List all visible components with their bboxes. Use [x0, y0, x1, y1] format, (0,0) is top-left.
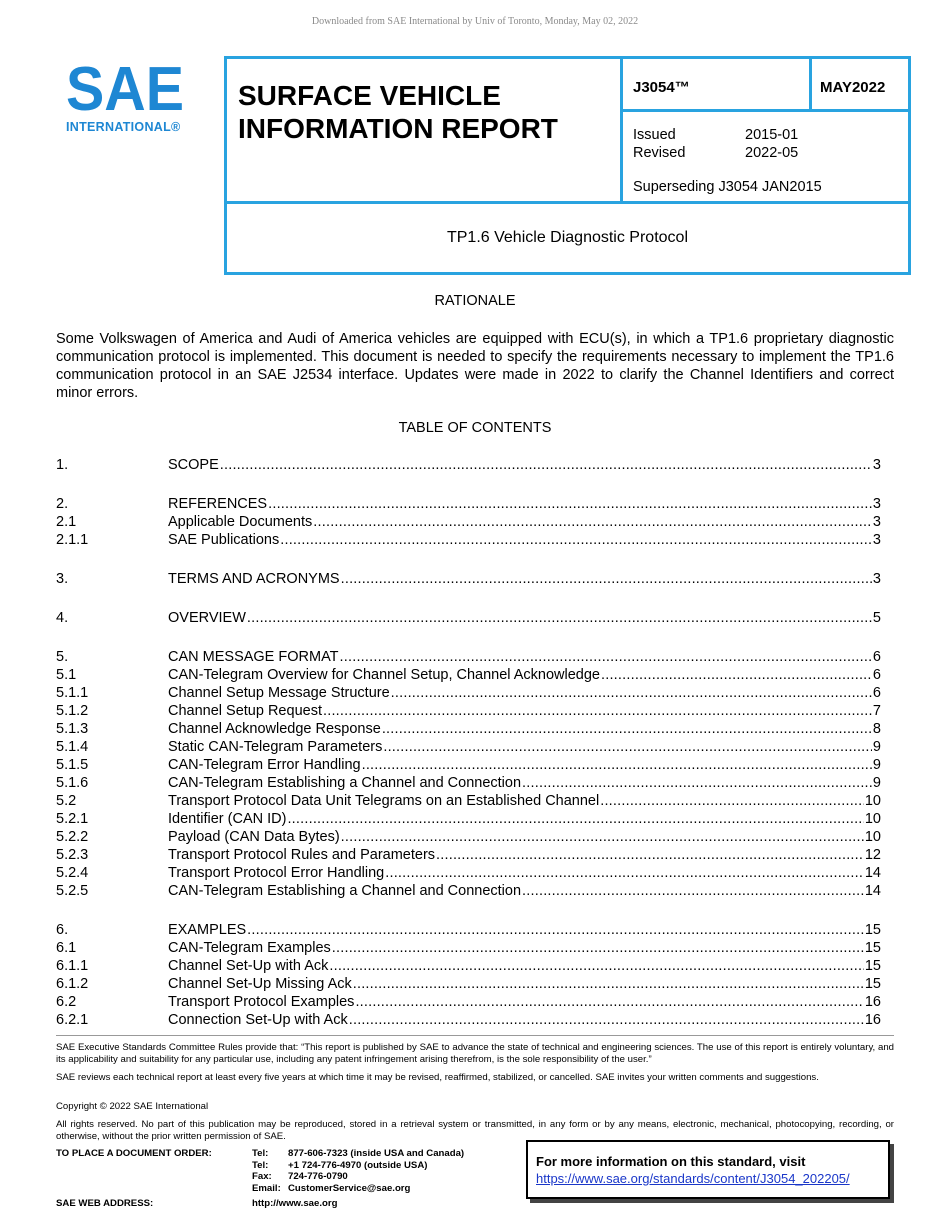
more-info-link[interactable]: https://www.sae.org/standards/content/J3054_202205/ [536, 1171, 850, 1186]
toc-entry-page: 3 [872, 514, 881, 530]
toc-entry-line [168, 993, 881, 1011]
toc-entry-number: 5.1 [56, 667, 77, 683]
toc-dot-leader [287, 810, 863, 828]
toc-entry-line [168, 738, 881, 756]
toc-entry[interactable] [56, 975, 881, 993]
toc-dot-leader [391, 684, 872, 702]
toc-entry-line [168, 1011, 881, 1029]
doc-date: MAY2022 [820, 79, 886, 96]
issued-row [633, 127, 799, 143]
toc-entry-number: 5.1.6 [56, 775, 89, 791]
toc-entry-number: 5.1.1 [56, 685, 89, 701]
toc-entry-page: 15 [864, 958, 881, 974]
toc-entry-line [168, 756, 881, 774]
toc-entry-number: 6.1.2 [56, 976, 89, 992]
toc-entry-page: 15 [864, 922, 881, 938]
doc-date-cell [812, 59, 908, 112]
rationale-heading: RATIONALE [434, 293, 516, 309]
toc-dot-leader [382, 720, 872, 738]
toc-entry-line [168, 774, 881, 792]
toc-entry-title: Transport Protocol Error Handling [168, 865, 385, 881]
toc-entry-title: Transport Protocol Rules and Parameters [168, 847, 436, 863]
email-label: Email: [252, 1182, 281, 1194]
toc-entry-line [168, 648, 881, 666]
toc-entry-line [168, 882, 881, 900]
toc-entry-number: 6.1 [56, 940, 77, 956]
toc-entry-title: Channel Acknowledge Response [168, 721, 381, 737]
toc-entry[interactable] [56, 957, 881, 975]
toc-entry-title: REFERENCES [168, 496, 268, 512]
sae-logo [66, 58, 196, 138]
toc-dot-leader [332, 939, 864, 957]
toc-entry-title: Identifier (CAN ID) [168, 811, 287, 827]
issue-info-cell [623, 112, 908, 204]
toc-entry-title: Transport Protocol Data Unit Telegrams on an Established Channel [168, 793, 600, 809]
more-info-box [526, 1140, 890, 1199]
toc-entry-page: 7 [872, 703, 881, 719]
toc-dot-leader [247, 609, 872, 627]
toc-entry-title: Applicable Documents [168, 514, 313, 530]
toc-entry[interactable] [56, 756, 881, 774]
toc-entry-line [168, 921, 881, 939]
order-label: TO PLACE A DOCUMENT ORDER: [56, 1148, 212, 1159]
toc-dot-leader [522, 882, 864, 900]
toc-dot-leader [436, 846, 864, 864]
toc-entry-page: 10 [864, 793, 881, 809]
header-box [224, 56, 911, 275]
tel-value: +1 724-776-4970 (outside USA) [288, 1159, 428, 1171]
toc-entry[interactable] [56, 609, 881, 627]
toc-entry-line [168, 666, 881, 684]
review-text: SAE reviews each technical report at least every five years at which time it may be revised, reaffirmed, stabilized, or cancelled. SAE invites your written comments and suggestions. [56, 1072, 819, 1083]
toc-entry-title: SCOPE [168, 457, 219, 473]
toc-entry-title: CAN-Telegram Overview for Channel Setup, Channel Acknowledge [168, 667, 600, 683]
toc-dot-leader [341, 570, 872, 588]
email-link[interactable]: CustomerService@sae.org [288, 1182, 411, 1194]
fax-label: Fax: [252, 1171, 272, 1182]
doc-number: J3054™ [633, 79, 690, 96]
toc-dot-leader [601, 666, 872, 684]
toc-entry-title: Channel Setup Request [168, 703, 322, 719]
toc-entry-title: Channel Setup Message Structure [168, 685, 390, 701]
toc-entry-title: Static CAN-Telegram Parameters [168, 739, 383, 755]
toc-entry-title: Channel Set-Up Missing Ack [168, 976, 352, 992]
toc-dot-leader [329, 957, 863, 975]
title-line-1: SURFACE VEHICLE [238, 80, 501, 111]
toc-dot-leader [349, 1011, 864, 1029]
revised-row [633, 145, 799, 161]
toc-entry-line [168, 684, 881, 702]
toc-entry-page: 16 [864, 994, 881, 1010]
toc-entry-line [168, 864, 881, 882]
toc-entry[interactable] [56, 648, 881, 666]
toc-entry-number: 5.2 [56, 793, 77, 809]
toc-entry-line [168, 531, 881, 549]
toc-dot-leader [353, 975, 864, 993]
toc-entry-number: 5.1.5 [56, 757, 89, 773]
toc-entry-page: 6 [872, 649, 881, 665]
toc-dot-leader [313, 513, 872, 531]
toc-entry-line [168, 609, 881, 627]
toc-entry-title: CAN-Telegram Error Handling [168, 757, 361, 773]
toc-dot-leader [280, 531, 872, 549]
toc-entry-page: 3 [872, 457, 881, 473]
toc-entry-page: 10 [864, 811, 881, 827]
toc-entry-number: 6.1.1 [56, 958, 89, 974]
toc-entry[interactable] [56, 738, 881, 756]
toc-dot-leader [268, 495, 872, 513]
toc-dot-leader [247, 921, 864, 939]
toc-dot-leader [220, 456, 872, 474]
toc-dot-leader [600, 792, 864, 810]
toc-entry[interactable] [56, 864, 881, 882]
tel-label: Tel: [252, 1148, 269, 1159]
toc-entry[interactable] [56, 495, 881, 513]
committee-rules-text: SAE Executive Standards Committee Rules provide that: “This report is published by SAE to advance the state of technical and engineering sciences. The use of this report is entirely voluntary, and its applicability and suitability for any particular use, including any patent infringement arising therefrom, is the sole responsibility of the user.” [56, 1042, 894, 1065]
toc-heading: TABLE OF CONTENTS [398, 420, 552, 436]
toc-entry-page: 6 [872, 667, 881, 683]
sae-logo-icon [66, 58, 186, 116]
toc-entry-number: 6. [56, 922, 69, 938]
toc-entry-page: 8 [872, 721, 881, 737]
toc-entry-number: 5.1.2 [56, 703, 89, 719]
toc-entry[interactable] [56, 531, 881, 549]
toc-entry-title: OVERVIEW [168, 610, 246, 626]
toc-entry-number: 2.1 [56, 514, 77, 530]
toc-entry[interactable] [56, 774, 881, 792]
toc-entry[interactable] [56, 828, 881, 846]
toc-entry[interactable] [56, 921, 881, 939]
toc-entry-line [168, 828, 881, 846]
toc-entry-title: Channel Set-Up with Ack [168, 958, 329, 974]
more-info-title: For more information on this standard, visit [536, 1154, 806, 1169]
toc-entry-title: CAN-Telegram Examples [168, 940, 331, 956]
toc-dot-leader [341, 828, 864, 846]
download-note: Downloaded from SAE International by Univ of Toronto, Monday, May 02, 2022 [311, 16, 639, 27]
toc-entry[interactable] [56, 993, 881, 1011]
toc-entry[interactable] [56, 684, 881, 702]
footer-divider [56, 1035, 894, 1036]
issued-value: 2015-01 [745, 127, 799, 143]
toc-dot-leader [323, 702, 872, 720]
toc-entry-page: 6 [872, 685, 881, 701]
toc-entry-line [168, 513, 881, 531]
toc-entry-line [168, 720, 881, 738]
toc-entry-number: 5.2.3 [56, 847, 89, 863]
toc-entry-title: CAN-Telegram Establishing a Channel and Connection [168, 775, 522, 791]
toc-entry-line [168, 810, 881, 828]
toc-dot-leader [385, 864, 864, 882]
toc-entry-number: 5.2.4 [56, 865, 89, 881]
toc-entry-line [168, 570, 881, 588]
toc-entry[interactable] [56, 666, 881, 684]
revised-value: 2022-05 [745, 145, 799, 161]
toc-entry-number: 5.2.1 [56, 811, 89, 827]
toc-dot-leader [383, 738, 872, 756]
logo-subtitle: INTERNATIONAL® [66, 120, 181, 134]
toc-entry-number: 6.2 [56, 994, 77, 1010]
toc-entry-number: 1. [56, 457, 69, 473]
toc-entry-title: SAE Publications [168, 532, 280, 548]
toc-entry-page: 9 [872, 739, 881, 755]
toc-entry-line [168, 456, 881, 474]
document-subtitle: TP1.6 Vehicle Diagnostic Protocol [446, 229, 688, 246]
report-type-title [238, 79, 558, 145]
toc-dot-leader [362, 756, 872, 774]
superseding: Superseding J3054 JAN2015 [633, 179, 822, 195]
toc-entry[interactable] [56, 792, 881, 810]
toc-entry-number: 5. [56, 649, 69, 665]
toc-entry-title: TERMS AND ACRONYMS [168, 571, 340, 587]
toc-entry-number: 5.2.2 [56, 829, 89, 845]
svg-text:SAE: SAE [66, 58, 184, 116]
toc-entry-page: 3 [872, 532, 881, 548]
revised-label: Revised [633, 145, 686, 161]
toc-dot-leader [355, 993, 863, 1011]
toc-dot-leader [340, 648, 872, 666]
toc-entry[interactable] [56, 846, 881, 864]
copyright: Copyright © 2022 SAE International [56, 1101, 209, 1112]
web-address-link[interactable]: http://www.sae.org [252, 1198, 338, 1209]
toc-entry[interactable] [56, 513, 881, 531]
toc-entry[interactable] [56, 570, 881, 588]
toc-entry[interactable] [56, 939, 881, 957]
fax-value: 724-776-0790 [288, 1171, 348, 1182]
toc-entry-page: 3 [872, 571, 881, 587]
web-address-label: SAE WEB ADDRESS: [56, 1198, 154, 1209]
toc-entry-page: 12 [864, 847, 881, 863]
title-line-2: INFORMATION REPORT [238, 113, 558, 144]
toc-entry-title: Connection Set-Up with Ack [168, 1012, 348, 1028]
toc-entry-line [168, 792, 881, 810]
toc-entry-line [168, 846, 881, 864]
issued-label: Issued [633, 127, 676, 143]
toc-entry-line [168, 495, 881, 513]
toc-entry-page: 14 [864, 865, 881, 881]
toc-entry-page: 5 [872, 610, 881, 626]
toc-entry-number: 2. [56, 496, 69, 512]
toc-entry-number: 5.2.5 [56, 883, 89, 899]
toc-entry-page: 14 [864, 883, 881, 899]
toc-entry[interactable] [56, 702, 881, 720]
doc-number-cell [623, 59, 812, 112]
toc-entry[interactable] [56, 456, 881, 474]
toc-entry-page: 15 [864, 940, 881, 956]
toc-entry-line [168, 975, 881, 993]
tel-label: Tel: [252, 1159, 269, 1171]
rationale-body: Some Volkswagen of America and Audi of America vehicles are equipped with ECU(s), in which a TP1.6 proprietary diagnostic communication protocol is implemented. This document is needed to specify the requirements necessary to implement the TP1.6 communication protocol in an SAE J2534 interface. Updates were made in 2022 to clarify the Channel Identifiers and correct minor errors. [56, 331, 894, 401]
toc-entry[interactable] [56, 810, 881, 828]
toc-entry-number: 5.1.4 [56, 739, 89, 755]
toc-entry-title: Payload (CAN Data Bytes) [168, 829, 340, 845]
toc-entry-page: 9 [872, 775, 881, 791]
toc-entry-page: 15 [864, 976, 881, 992]
toc-entry-number: 5.1.3 [56, 721, 89, 737]
toc-entry-page: 3 [872, 496, 881, 512]
toc-entry-number: 6.2.1 [56, 1012, 89, 1028]
tel-value: 877-606-7323 (inside USA and Canada) [288, 1148, 465, 1159]
toc-entry-page: 9 [872, 757, 881, 773]
toc-entry-line [168, 702, 881, 720]
rights-text: All rights reserved. No part of this publication may be reproduced, stored in a retrieval system or transmitted, in any form or by any means, electronic, mechanical, photocopying, recording, or otherwise, without the prior written permission of SAE. [56, 1119, 894, 1142]
toc-entry-page: 16 [864, 1012, 881, 1028]
toc-entry-title: CAN MESSAGE FORMAT [168, 649, 339, 665]
toc-entry-line [168, 957, 881, 975]
toc-entry-title: EXAMPLES [168, 922, 247, 938]
toc-entry[interactable] [56, 1011, 881, 1029]
toc-entry-page: 10 [864, 829, 881, 845]
toc-entry-number: 3. [56, 571, 69, 587]
toc-entry-number: 2.1.1 [56, 532, 89, 548]
toc-entry-line [168, 939, 881, 957]
toc-entry-title: CAN-Telegram Establishing a Channel and Connection [168, 883, 522, 899]
toc-entry-title: Transport Protocol Examples [168, 994, 355, 1010]
report-type-cell [227, 59, 623, 204]
toc-entry[interactable] [56, 720, 881, 738]
toc-entry[interactable] [56, 882, 881, 900]
toc-entry-number: 4. [56, 610, 69, 626]
toc-dot-leader [522, 774, 872, 792]
